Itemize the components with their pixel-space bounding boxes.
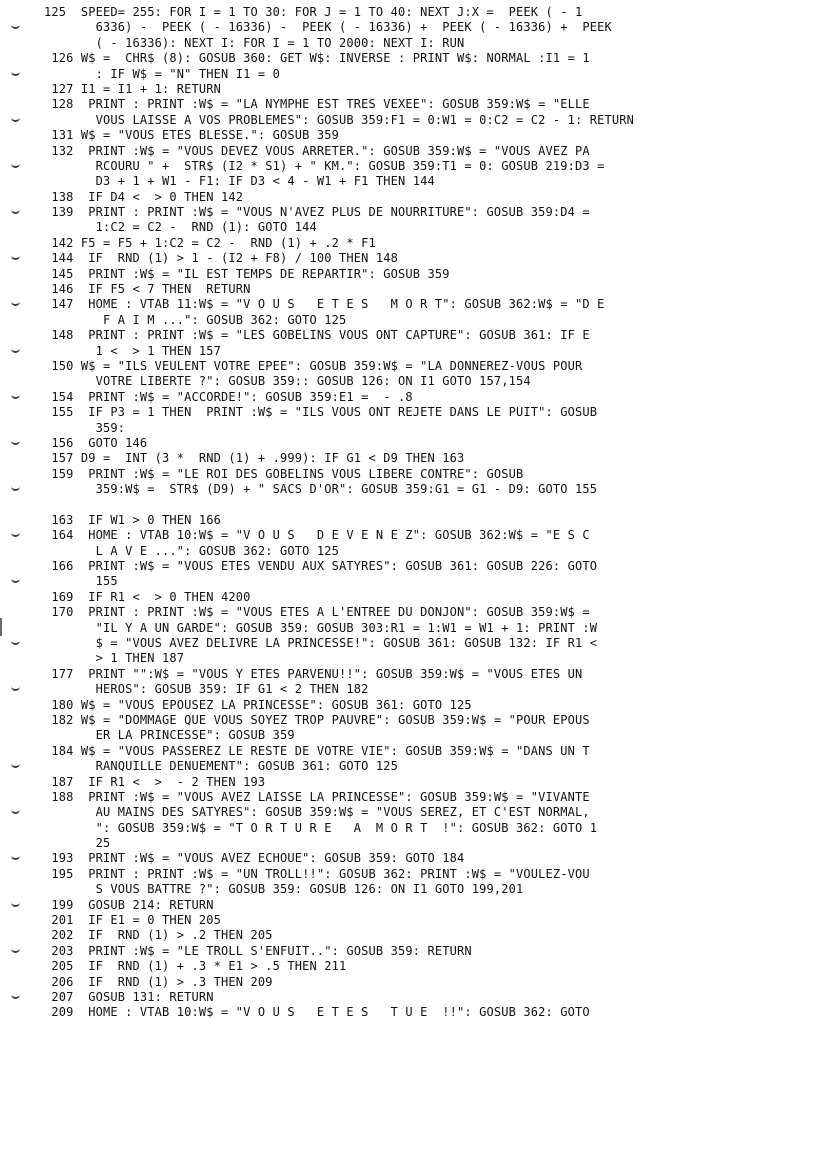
code-line [44, 36, 814, 51]
code-line [44, 421, 814, 436]
code-line-text: 177 PRINT "":W$ = "VOUS Y ETES PARVENU!!": GOSUB 359:W$ = "VOUS ETES UN [44, 666, 583, 681]
code-line-text: 169 IF R1 < > 0 THEN 4200 [44, 589, 251, 604]
code-line-text: 127 I1 = I1 + 1: RETURN [44, 81, 221, 96]
code-line-text: ( - 16336): NEXT I: FOR I = 1 TO 2000: NEXT I: RUN [44, 35, 465, 50]
code-line-text: 193 PRINT :W$ = "VOUS AVEZ ECHOUE": GOSUB 359: GOTO 184 [44, 851, 465, 866]
code-line [44, 990, 814, 1005]
code-line-text: $ = "VOUS AVEZ DELIVRE LA PRINCESSE!": GOSUB 361: GOSUB 132: IF R1 < [44, 636, 598, 651]
code-line-text: 125 SPEED= 255: FOR I = 1 TO 30: FOR J = 1 TO 40: NEXT J:X = PEEK ( - 1 [44, 5, 583, 19]
code-line [44, 359, 814, 374]
code-line-text: 166 PRINT :W$ = "VOUS ETES VENDU AUX SATYRES": GOSUB 361: GOSUB 226: GOTO [44, 559, 598, 574]
code-line-text: 187 IF R1 < > - 2 THEN 193 [44, 774, 266, 789]
code-line [44, 498, 814, 513]
perforation-mark [11, 576, 20, 583]
code-line [44, 82, 814, 97]
code-line-text: 206 IF RND (1) > .3 THEN 209 [44, 974, 273, 989]
code-line [44, 297, 814, 312]
code-line [44, 898, 814, 913]
code-line [44, 513, 814, 528]
code-line-text: AU MAINS DES SATYRES": GOSUB 359:W$ = "VOUS SEREZ, ET C'EST NORMAL, [44, 805, 590, 820]
code-line [44, 913, 814, 928]
code-line [44, 128, 814, 143]
code-line [44, 267, 814, 282]
code-line [44, 528, 814, 543]
code-line [44, 744, 814, 759]
code-line-text: 132 PRINT :W$ = "VOUS DEVEZ VOUS ARRETER.": GOSUB 359:W$ = "VOUS AVEZ PA [44, 143, 590, 158]
perforation-mark [11, 853, 20, 860]
code-line [44, 574, 814, 589]
perforation-mark [11, 900, 20, 907]
code-line [44, 944, 814, 959]
code-line [44, 51, 814, 66]
code-line [44, 621, 814, 636]
code-line [44, 190, 814, 205]
code-line [44, 344, 814, 359]
perforation-mark [11, 299, 20, 306]
code-line [44, 713, 814, 728]
perforation-mark [11, 946, 20, 953]
code-line-text: 156 GOTO 146 [44, 435, 148, 450]
code-line [44, 113, 814, 128]
code-line [44, 882, 814, 897]
code-line [44, 682, 814, 697]
code-line [44, 159, 814, 174]
code-line [44, 390, 814, 405]
code-line [44, 698, 814, 713]
perforation-mark [11, 161, 20, 168]
code-line-text: 203 PRINT :W$ = "LE TROLL S'ENFUIT..": GOSUB 359: RETURN [44, 943, 472, 958]
code-line-text: 142 F5 = F5 + 1:C2 = C2 - RND (1) + .2 * F1 [44, 235, 376, 250]
perforation-mark [11, 807, 20, 814]
code-line-text: VOTRE LIBERTE ?": GOSUB 359:: GOSUB 126: ON I1 GOTO 157,154 [44, 374, 531, 389]
code-line [44, 805, 814, 820]
code-line-text: 131 W$ = "VOUS ETES BLESSE.": GOSUB 359 [44, 128, 339, 143]
code-line-text: 202 IF RND (1) > .2 THEN 205 [44, 928, 273, 943]
code-line [44, 667, 814, 682]
code-line-text: HEROS": GOSUB 359: IF G1 < 2 THEN 182 [44, 682, 369, 697]
code-line-text: 199 GOSUB 214: RETURN [44, 897, 214, 912]
perforation-mark [11, 484, 20, 491]
code-line-text: 155 [44, 574, 118, 589]
code-line-text: 195 PRINT : PRINT :W$ = "UN TROLL!!": GOSUB 362: PRINT :W$ = "VOULEZ-VOU [44, 866, 590, 881]
code-line-text: 138 IF D4 < > 0 THEN 142 [44, 189, 244, 204]
code-line-text: 144 IF RND (1) > 1 - (I2 + F8) / 100 THEN 148 [44, 251, 398, 266]
code-line [44, 1005, 814, 1020]
code-line [44, 67, 814, 82]
code-line-text: RANQUILLE DENUEMENT": GOSUB 361: GOTO 125 [44, 759, 398, 774]
perforation-mark [11, 346, 20, 353]
code-line-text: 150 W$ = "ILS VEULENT VOTRE EPEE": GOSUB 359:W$ = "LA DONNEREZ-VOUS POUR [44, 358, 583, 373]
code-line [44, 174, 814, 189]
code-line-text: 170 PRINT : PRINT :W$ = "VOUS ETES A L'ENTREE DU DONJON": GOSUB 359:W$ = [44, 605, 590, 620]
code-line [44, 220, 814, 235]
code-line-text: 209 HOME : VTAB 10:W$ = "V O U S E T E S T U E !!": GOSUB 362: GOTO [44, 1005, 590, 1020]
code-line-text: 148 PRINT : PRINT :W$ = "LES GOBELINS VOUS ONT CAPTURE": GOSUB 361: IF E [44, 328, 590, 343]
perforation-mark [11, 638, 20, 645]
code-line [44, 867, 814, 882]
code-line [44, 651, 814, 666]
code-line [44, 790, 814, 805]
code-line-text: 126 W$ = CHR$ (8): GOSUB 360: GET W$: INVERSE : PRINT W$: NORMAL :I1 = 1 [44, 51, 590, 66]
perforation-mark [11, 69, 20, 76]
code-line-text: ": GOSUB 359:W$ = "T O R T U R E A M O R T !": GOSUB 362: GOTO 1 [44, 820, 598, 835]
code-line [44, 405, 814, 420]
code-line [44, 451, 814, 466]
code-line [44, 851, 814, 866]
code-line [44, 205, 814, 220]
code-line-text: 25 [44, 836, 111, 851]
code-line-text: 155 IF P3 = 1 THEN PRINT :W$ = "ILS VOUS ONT REJETE DANS LE PUIT": GOSUB [44, 405, 598, 420]
margin-bar [0, 618, 2, 636]
code-line-text: F A I M ...": GOSUB 362: GOTO 125 [44, 312, 347, 327]
code-line-text: 207 GOSUB 131: RETURN [44, 990, 214, 1004]
code-line [44, 636, 814, 651]
code-line [44, 20, 814, 35]
code-line-text: 6336) - PEEK ( - 16336) - PEEK ( - 16336) + PEEK ( - 16336) + PEEK [44, 20, 612, 35]
code-line [44, 482, 814, 497]
code-line-text: 359: [44, 420, 126, 435]
code-line [44, 775, 814, 790]
code-line [44, 467, 814, 482]
code-line-text: S VOUS BATTRE ?": GOSUB 359: GOSUB 126: ON I1 GOTO 199,201 [44, 882, 524, 897]
perforation-mark [11, 438, 20, 445]
code-line-text: "IL Y A UN GARDE": GOSUB 359: GOSUB 303:R1 = 1:W1 = W1 + 1: PRINT :W [44, 620, 598, 635]
code-line [44, 236, 814, 251]
code-line [44, 975, 814, 990]
code-line-text: 157 D9 = INT (3 * RND (1) + .999): IF G1 < D9 THEN 163 [44, 451, 465, 466]
perforation-mark [11, 761, 20, 768]
code-line-text: 139 PRINT : PRINT :W$ = "VOUS N'AVEZ PLUS DE NOURRITURE": GOSUB 359:D4 = [44, 205, 590, 220]
code-line [44, 144, 814, 159]
perforation-mark [11, 392, 20, 399]
code-line [44, 374, 814, 389]
perforation-mark [11, 684, 20, 691]
code-line-text: > 1 THEN 187 [44, 651, 185, 666]
code-line-text: 184 W$ = "VOUS PASSEREZ LE RESTE DE VOTRE VIE": GOSUB 359:W$ = "DANS UN T [44, 743, 590, 758]
code-line-text: 188 PRINT :W$ = "VOUS AVEZ LAISSE LA PRINCESSE": GOSUB 359:W$ = "VIVANTE [44, 789, 590, 804]
code-line [44, 328, 814, 343]
code-line [44, 313, 814, 328]
code-line-text: L A V E ...": GOSUB 362: GOTO 125 [44, 543, 339, 558]
code-line-text: : IF W$ = "N" THEN I1 = 0 [44, 66, 280, 81]
code-line-text: 205 IF RND (1) + .3 * E1 > .5 THEN 211 [44, 959, 347, 974]
code-line [44, 836, 814, 851]
perforation-mark [11, 253, 20, 260]
code-line [44, 5, 814, 20]
code-line [44, 590, 814, 605]
code-line [44, 436, 814, 451]
code-line-text: 180 W$ = "VOUS EPOUSEZ LA PRINCESSE": GOSUB 361: GOTO 125 [44, 697, 472, 712]
code-line-text: 163 IF W1 > 0 THEN 166 [44, 512, 221, 527]
code-line-text: 159 PRINT :W$ = "LE ROI DES GOBELINS VOUS LIBERE CONTRE": GOSUB [44, 466, 524, 481]
code-line-text: 182 W$ = "DOMMAGE QUE VOUS SOYEZ TROP PAUVRE": GOSUB 359:W$ = "POUR EPOUS [44, 712, 590, 727]
code-line [44, 959, 814, 974]
code-line [44, 544, 814, 559]
code-line-text: 146 IF F5 < 7 THEN RETURN [44, 282, 251, 297]
code-line-text: 201 IF E1 = 0 THEN 205 [44, 913, 221, 928]
code-line [44, 282, 814, 297]
code-line-text: 147 HOME : VTAB 11:W$ = "V O U S E T E S M O R T": GOSUB 362:W$ = "D E [44, 297, 605, 312]
code-line-text: 164 HOME : VTAB 10:W$ = "V O U S D E V E N E Z": GOSUB 362:W$ = "E S C [44, 528, 590, 543]
code-line-text: 128 PRINT : PRINT :W$ = "LA NYMPHE EST TRES VEXEE": GOSUB 359:W$ = "ELLE [44, 97, 590, 112]
perforation-mark [11, 530, 20, 537]
code-line [44, 605, 814, 620]
code-line [44, 251, 814, 266]
perforation-mark [11, 22, 20, 29]
code-line-text: D3 + 1 + W1 - F1: IF D3 < 4 - W1 + F1 THEN 144 [44, 174, 435, 189]
code-line-text: RCOURU " + STR$ (I2 * S1) + " KM.": GOSUB 359:T1 = 0: GOSUB 219:D3 = [44, 158, 605, 173]
code-line [44, 821, 814, 836]
code-line [44, 559, 814, 574]
perforation-mark [11, 115, 20, 122]
code-line [44, 97, 814, 112]
code-line [44, 759, 814, 774]
code-line-text: 154 PRINT :W$ = "ACCORDE!": GOSUB 359:E1 = - .8 [44, 389, 413, 404]
code-line-text: 1 < > 1 THEN 157 [44, 343, 221, 358]
code-line [44, 728, 814, 743]
code-line-text: 145 PRINT :W$ = "IL EST TEMPS DE REPARTIR": GOSUB 359 [44, 266, 450, 281]
perforation-mark [11, 992, 20, 999]
code-line-text: VOUS LAISSE A VOS PROBLEMES": GOSUB 359:F1 = 0:W1 = 0:C2 = C2 - 1: RETURN [44, 112, 634, 127]
basic-program-listing [44, 5, 814, 1021]
code-line [44, 928, 814, 943]
code-line-text: 359:W$ = STR$ (D9) + " SACS D'OR": GOSUB 359:G1 = G1 - D9: GOTO 155 [44, 482, 598, 497]
code-line-text: 1:C2 = C2 - RND (1): GOTO 144 [44, 220, 317, 235]
code-line-text: ER LA PRINCESSE": GOSUB 359 [44, 728, 295, 743]
perforation-mark [11, 207, 20, 214]
